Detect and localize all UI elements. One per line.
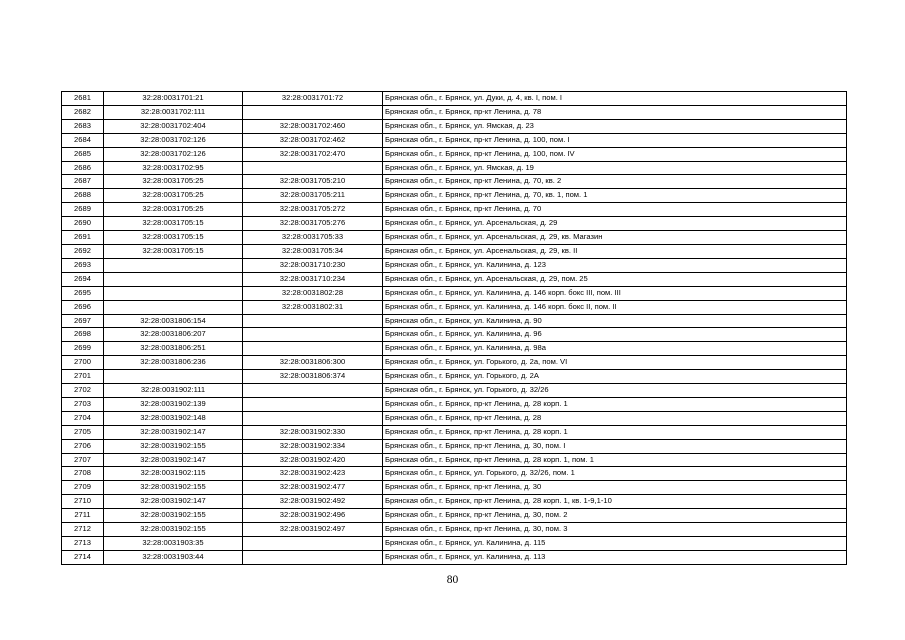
row-number-cell: 2699: [62, 342, 104, 356]
address-cell: Брянская обл., г. Брянск, ул. Горького, д. 2а, пом. VI: [383, 356, 847, 370]
table-row: [62, 286, 847, 300]
address-cell: Брянская обл., г. Брянск, ул. Калинина, д. 113: [383, 550, 847, 564]
object-cadastral-cell: 32:28:0031705:33: [243, 231, 383, 245]
table-row: [62, 481, 847, 495]
table-row: [62, 523, 847, 537]
address-cell: Брянская обл., г. Брянск, ул. Ямская, д. 19: [383, 161, 847, 175]
table-row: [62, 161, 847, 175]
parcel-cadastral-cell: 32:28:0031902:147: [104, 453, 243, 467]
parcel-cadastral-cell: 32:28:0031705:15: [104, 217, 243, 231]
object-cadastral-cell: 32:28:0031710:230: [243, 258, 383, 272]
object-cadastral-cell: [243, 550, 383, 564]
address-cell: Брянская обл., г. Брянск, ул. Арсенальская, д. 29: [383, 217, 847, 231]
row-number-cell: 2713: [62, 537, 104, 551]
object-cadastral-cell: 32:28:0031802:31: [243, 300, 383, 314]
table-row: [62, 384, 847, 398]
row-number-cell: 2714: [62, 550, 104, 564]
registry-table: [61, 91, 847, 565]
address-cell: Брянская обл., г. Брянск, пр-кт Ленина, д. 30, пом. 2: [383, 509, 847, 523]
row-number-cell: 2706: [62, 439, 104, 453]
address-cell: Брянская обл., г. Брянск, пр-кт Ленина, д. 30: [383, 481, 847, 495]
object-cadastral-cell: 32:28:0031902:497: [243, 523, 383, 537]
row-number-cell: 2691: [62, 231, 104, 245]
row-number-cell: 2697: [62, 314, 104, 328]
table-row: [62, 495, 847, 509]
parcel-cadastral-cell: 32:28:0031902:111: [104, 384, 243, 398]
table-row: [62, 244, 847, 258]
address-cell: Брянская обл., г. Брянск, ул. Калинина, д. 123: [383, 258, 847, 272]
parcel-cadastral-cell: 32:28:0031701:21: [104, 92, 243, 106]
row-number-cell: 2684: [62, 133, 104, 147]
row-number-cell: 2709: [62, 481, 104, 495]
object-cadastral-cell: 32:28:0031702:462: [243, 133, 383, 147]
address-cell: Брянская обл., г. Брянск, ул. Арсенальская, д. 29, кв. II: [383, 244, 847, 258]
address-cell: Брянская обл., г. Брянск, ул. Калинина, д. 146 корп. бокс III, пом. III: [383, 286, 847, 300]
object-cadastral-cell: 32:28:0031705:211: [243, 189, 383, 203]
address-cell: Брянская обл., г. Брянск, ул. Горького, д. 2А: [383, 370, 847, 384]
table-row: [62, 231, 847, 245]
parcel-cadastral-cell: 32:28:0031902:147: [104, 425, 243, 439]
object-cadastral-cell: [243, 537, 383, 551]
address-cell: Брянская обл., г. Брянск, ул. Калинина, д. 96: [383, 328, 847, 342]
table-row: [62, 147, 847, 161]
object-cadastral-cell: 32:28:0031902:334: [243, 439, 383, 453]
object-cadastral-cell: [243, 314, 383, 328]
address-cell: Брянская обл., г. Брянск, пр-кт Ленина, д. 28 корп. 1, пом. 1: [383, 453, 847, 467]
row-number-cell: 2694: [62, 272, 104, 286]
address-cell: Брянская обл., г. Брянск, пр-кт Ленина, д. 70, кв. 1, пом. 1: [383, 189, 847, 203]
address-cell: Брянская обл., г. Брянск, ул. Арсенальская, д. 29, пом. 25: [383, 272, 847, 286]
row-number-cell: 2689: [62, 203, 104, 217]
object-cadastral-cell: 32:28:0031902:423: [243, 467, 383, 481]
address-cell: Брянская обл., г. Брянск, ул. Горького, д. 32/26: [383, 384, 847, 398]
table-row: [62, 175, 847, 189]
parcel-cadastral-cell: 32:28:0031702:126: [104, 147, 243, 161]
table-row: [62, 189, 847, 203]
parcel-cadastral-cell: [104, 286, 243, 300]
parcel-cadastral-cell: 32:28:0031902:148: [104, 411, 243, 425]
parcel-cadastral-cell: 32:28:0031806:251: [104, 342, 243, 356]
parcel-cadastral-cell: 32:28:0031702:126: [104, 133, 243, 147]
row-number-cell: 2701: [62, 370, 104, 384]
table-row: [62, 509, 847, 523]
address-cell: Брянская обл., г. Брянск, ул. Арсенальская, д. 29, кв. Магазин: [383, 231, 847, 245]
address-cell: Брянская обл., г. Брянск, пр-кт Ленина, д. 70, кв. 2: [383, 175, 847, 189]
address-cell: Брянская обл., г. Брянск, пр-кт Ленина, д. 70: [383, 203, 847, 217]
table-row: [62, 300, 847, 314]
row-number-cell: 2703: [62, 397, 104, 411]
object-cadastral-cell: [243, 411, 383, 425]
table-row: [62, 258, 847, 272]
parcel-cadastral-cell: 32:28:0031705:15: [104, 231, 243, 245]
page-number: 80: [446, 574, 459, 586]
object-cadastral-cell: [243, 105, 383, 119]
parcel-cadastral-cell: 32:28:0031702:404: [104, 119, 243, 133]
row-number-cell: 2681: [62, 92, 104, 106]
parcel-cadastral-cell: 32:28:0031705:25: [104, 203, 243, 217]
table-row: [62, 537, 847, 551]
address-cell: Брянская обл., г. Брянск, пр-кт Ленина, д. 28 корп. 1, кв. 1-9,1-10: [383, 495, 847, 509]
table-row: [62, 119, 847, 133]
parcel-cadastral-cell: 32:28:0031902:155: [104, 481, 243, 495]
table-row: [62, 105, 847, 119]
address-cell: Брянская обл., г. Брянск, пр-кт Ленина, д. 30, пом. I: [383, 439, 847, 453]
parcel-cadastral-cell: 32:28:0031902:155: [104, 509, 243, 523]
parcel-cadastral-cell: 32:28:0031806:154: [104, 314, 243, 328]
object-cadastral-cell: 32:28:0031710:234: [243, 272, 383, 286]
row-number-cell: 2693: [62, 258, 104, 272]
address-cell: Брянская обл., г. Брянск, ул. Калинина, д. 98а: [383, 342, 847, 356]
row-number-cell: 2695: [62, 286, 104, 300]
row-number-cell: 2685: [62, 147, 104, 161]
table-row: [62, 550, 847, 564]
table-row: [62, 467, 847, 481]
parcel-cadastral-cell: 32:28:0031705:25: [104, 189, 243, 203]
table-row: [62, 133, 847, 147]
parcel-cadastral-cell: 32:28:0031902:155: [104, 523, 243, 537]
row-number-cell: 2687: [62, 175, 104, 189]
object-cadastral-cell: 32:28:0031902:477: [243, 481, 383, 495]
address-cell: Брянская обл., г. Брянск, пр-кт Ленина, д. 100, пом. I: [383, 133, 847, 147]
object-cadastral-cell: 32:28:0031802:28: [243, 286, 383, 300]
address-cell: Брянская обл., г. Брянск, ул. Калинина, д. 146 корп. бокс II, пом. II: [383, 300, 847, 314]
parcel-cadastral-cell: 32:28:0031705:25: [104, 175, 243, 189]
object-cadastral-cell: 32:28:0031806:300: [243, 356, 383, 370]
row-number-cell: 2688: [62, 189, 104, 203]
parcel-cadastral-cell: 32:28:0031903:35: [104, 537, 243, 551]
table-row: [62, 453, 847, 467]
row-number-cell: 2704: [62, 411, 104, 425]
parcel-cadastral-cell: [104, 370, 243, 384]
address-cell: Брянская обл., г. Брянск, пр-кт Ленина, д. 28 корп. 1: [383, 425, 847, 439]
address-cell: Брянская обл., г. Брянск, ул. Ямская, д. 23: [383, 119, 847, 133]
address-cell: Брянская обл., г. Брянск, пр-кт Ленина, д. 78: [383, 105, 847, 119]
address-cell: Брянская обл., г. Брянск, ул. Горького, д. 32/26, пом. 1: [383, 467, 847, 481]
address-cell: Брянская обл., г. Брянск, ул. Дуки, д. 4, кв. I, пом. I: [383, 92, 847, 106]
table-row: [62, 425, 847, 439]
parcel-cadastral-cell: 32:28:0031702:111: [104, 105, 243, 119]
object-cadastral-cell: 32:28:0031705:210: [243, 175, 383, 189]
row-number-cell: 2692: [62, 244, 104, 258]
row-number-cell: 2686: [62, 161, 104, 175]
parcel-cadastral-cell: 32:28:0031705:15: [104, 244, 243, 258]
table-row: [62, 342, 847, 356]
parcel-cadastral-cell: [104, 258, 243, 272]
row-number-cell: 2700: [62, 356, 104, 370]
row-number-cell: 2712: [62, 523, 104, 537]
address-cell: Брянская обл., г. Брянск, ул. Калинина, д. 90: [383, 314, 847, 328]
object-cadastral-cell: [243, 161, 383, 175]
parcel-cadastral-cell: 32:28:0031702:95: [104, 161, 243, 175]
row-number-cell: 2708: [62, 467, 104, 481]
row-number-cell: 2698: [62, 328, 104, 342]
table-row: [62, 397, 847, 411]
object-cadastral-cell: [243, 328, 383, 342]
table-row: [62, 203, 847, 217]
row-number-cell: 2707: [62, 453, 104, 467]
object-cadastral-cell: 32:28:0031902:496: [243, 509, 383, 523]
row-number-cell: 2682: [62, 105, 104, 119]
address-cell: Брянская обл., г. Брянск, пр-кт Ленина, д. 28: [383, 411, 847, 425]
address-cell: Брянская обл., г. Брянск, пр-кт Ленина, д. 28 корп. 1: [383, 397, 847, 411]
row-number-cell: 2710: [62, 495, 104, 509]
object-cadastral-cell: [243, 384, 383, 398]
table-row: [62, 328, 847, 342]
parcel-cadastral-cell: [104, 300, 243, 314]
address-cell: Брянская обл., г. Брянск, пр-кт Ленина, д. 30, пом. 3: [383, 523, 847, 537]
address-cell: Брянская обл., г. Брянск, пр-кт Ленина, д. 100, пом. IV: [383, 147, 847, 161]
parcel-cadastral-cell: 32:28:0031902:115: [104, 467, 243, 481]
row-number-cell: 2683: [62, 119, 104, 133]
row-number-cell: 2711: [62, 509, 104, 523]
object-cadastral-cell: 32:28:0031701:72: [243, 92, 383, 106]
object-cadastral-cell: 32:28:0031902:492: [243, 495, 383, 509]
address-cell: Брянская обл., г. Брянск, ул. Калинина, д. 115: [383, 537, 847, 551]
parcel-cadastral-cell: 32:28:0031902:147: [104, 495, 243, 509]
table-row: [62, 370, 847, 384]
parcel-cadastral-cell: 32:28:0031806:236: [104, 356, 243, 370]
object-cadastral-cell: 32:28:0031902:420: [243, 453, 383, 467]
object-cadastral-cell: 32:28:0031705:272: [243, 203, 383, 217]
table-row: [62, 272, 847, 286]
registry-table-body: [62, 92, 847, 565]
row-number-cell: 2705: [62, 425, 104, 439]
table-row: [62, 439, 847, 453]
row-number-cell: 2690: [62, 217, 104, 231]
table-row: [62, 92, 847, 106]
object-cadastral-cell: 32:28:0031902:330: [243, 425, 383, 439]
row-number-cell: 2702: [62, 384, 104, 398]
row-number-cell: 2696: [62, 300, 104, 314]
table-row: [62, 217, 847, 231]
parcel-cadastral-cell: 32:28:0031902:139: [104, 397, 243, 411]
object-cadastral-cell: [243, 397, 383, 411]
parcel-cadastral-cell: [104, 272, 243, 286]
table-row: [62, 356, 847, 370]
table-row: [62, 314, 847, 328]
object-cadastral-cell: 32:28:0031806:374: [243, 370, 383, 384]
object-cadastral-cell: 32:28:0031702:470: [243, 147, 383, 161]
parcel-cadastral-cell: 32:28:0031902:155: [104, 439, 243, 453]
object-cadastral-cell: [243, 342, 383, 356]
table-row: [62, 411, 847, 425]
parcel-cadastral-cell: 32:28:0031806:207: [104, 328, 243, 342]
parcel-cadastral-cell: 32:28:0031903:44: [104, 550, 243, 564]
object-cadastral-cell: 32:28:0031702:460: [243, 119, 383, 133]
object-cadastral-cell: 32:28:0031705:34: [243, 244, 383, 258]
object-cadastral-cell: 32:28:0031705:276: [243, 217, 383, 231]
